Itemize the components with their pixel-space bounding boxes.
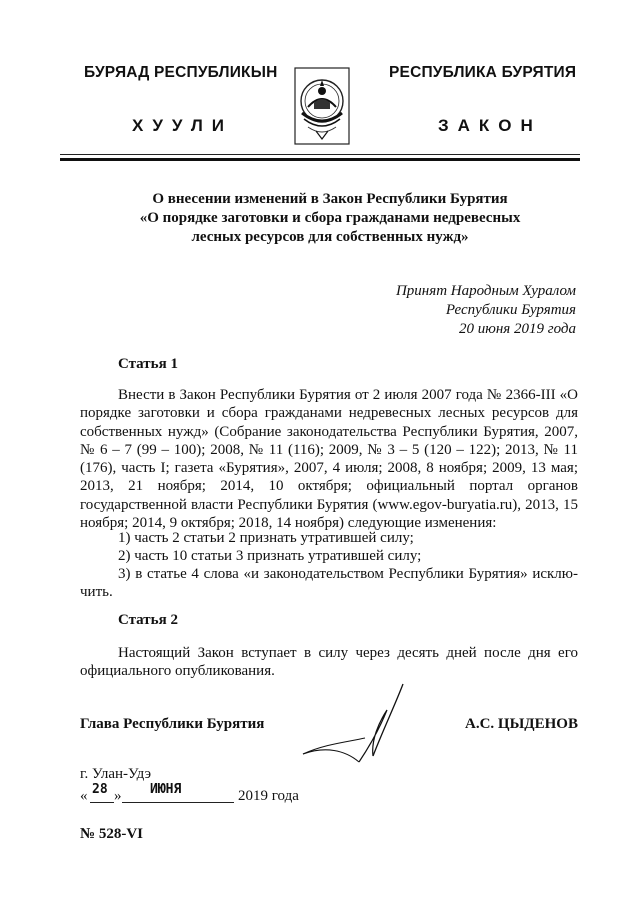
article1-item2: 2) часть 10 статьи 3 признать утратившей силу; <box>118 548 422 564</box>
header-left-title: БУРЯАД РЕСПУБЛИКЫН <box>84 64 278 81</box>
article2-heading: Статья 2 <box>118 612 178 628</box>
signature-position: Глава Республики Бурятия <box>80 716 265 732</box>
law-title-line2: «О порядке заготовки и сбора гражданами недревесных <box>139 210 521 226</box>
header-rule-bottom <box>60 158 580 161</box>
law-title-line1: О внесении изменений в Закон Республики Бурятия <box>152 191 508 207</box>
date-open-quote: « <box>80 788 88 804</box>
article1-heading: Статья 1 <box>118 356 178 372</box>
adoption-line1: Принят Народным Хуралом <box>395 283 576 299</box>
article1-paragraph: Внести в Закон Республики Бурятия от 2 июля 2007 года № 2366-III «О порядке заготовки и сбора гражданами недревесных лесных ресурсов для собственных нужд» (Собрание законодательства Республики Бурятия, 2007, № 6 – 7 (99 – 100); 2008, № 11 (116); 2009, № 3 – 5 (120 – 122); 2013, № 11 (176), часть I; газета «Бурятия», 2007, 4 июля; 2008, 8 ноября; 2009, 13 мая; 2013, 21 ноября; 2014, 10 октября; официальный портал органов государственной власти Республики Бурятия (www.egov-buryatia.ru), 2013, 15 ноября; 2014, 9 октября; 2018, 14 ноября) следующие изменения: <box>80 387 578 532</box>
header-right-word: ЗАКОН <box>438 116 542 135</box>
adoption-line3: 20 июня 2019 года <box>459 321 576 337</box>
date-close-quote: » <box>114 788 122 804</box>
adoption-line2: Республики Бурятия <box>445 302 576 318</box>
article2-paragraph: Настоящий Закон вступает в силу через десять дней после дня его официального опубликования. <box>80 645 578 680</box>
law-number: № 528-VI <box>80 826 143 842</box>
date-year: 2019 года <box>238 788 299 804</box>
header-rule-top <box>60 154 580 155</box>
law-title-line3: лесных ресурсов для собственных нужд» <box>191 229 469 245</box>
date-day: 28 <box>92 782 108 797</box>
article1-item3: 3) в статье 4 слова «и законодательством Республики Бурятия» исклю- <box>118 566 578 582</box>
buryatia-coat-of-arms-icon <box>294 67 350 145</box>
article2-text <box>80 644 578 681</box>
adoption-note <box>396 282 576 339</box>
article1-item1: 1) часть 2 статьи 2 признать утратившей силу; <box>118 530 414 546</box>
signature-name: А.С. ЦЫДЕНОВ <box>465 716 578 732</box>
article1-text <box>80 386 578 532</box>
header-left-word: ХУУЛИ <box>132 116 233 135</box>
day-underline <box>90 802 114 803</box>
month-underline <box>122 802 234 803</box>
handwritten-signature-icon <box>295 680 425 770</box>
header-right-title: РЕСПУБЛИКА БУРЯТИЯ <box>389 64 577 81</box>
date-month: ИЮНЯ <box>150 782 182 797</box>
law-title <box>60 190 600 247</box>
article1-item3-end: чить. <box>80 584 113 600</box>
city-label: г. Улан-Удэ <box>80 766 152 782</box>
